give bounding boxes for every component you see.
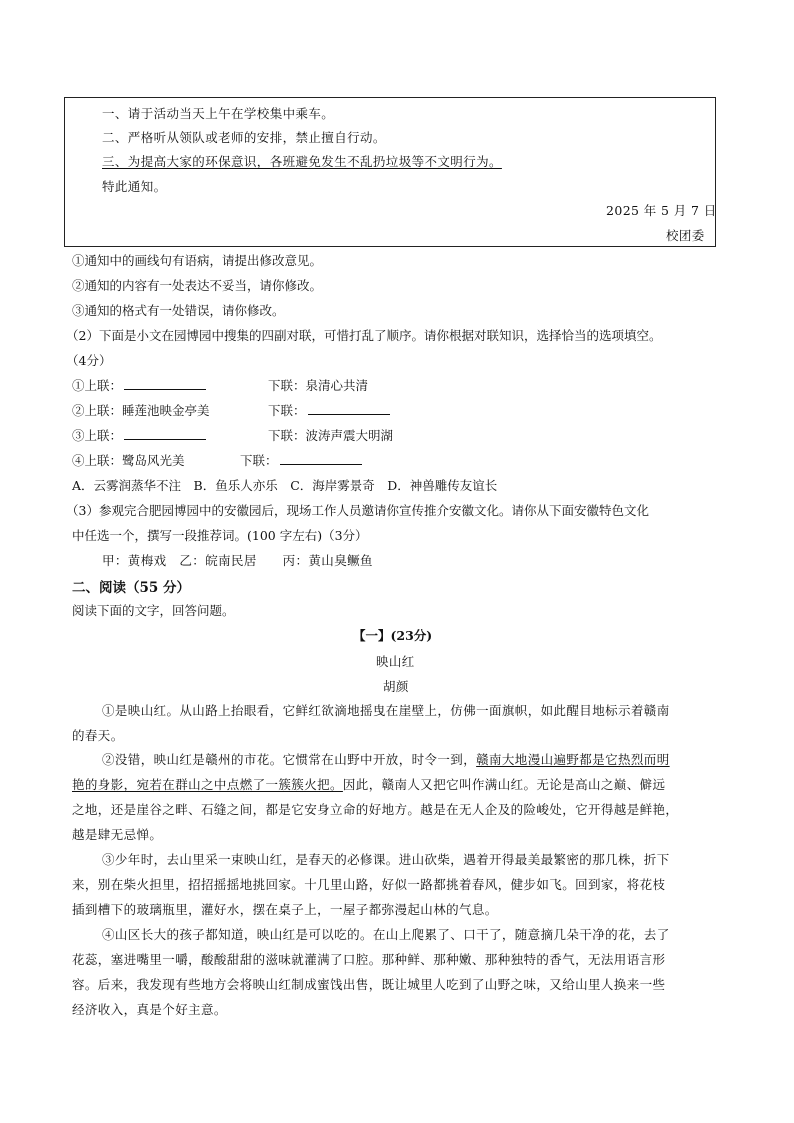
passage-label: 【一】(23分) (353, 628, 433, 643)
couplet-3-upper-blank[interactable] (124, 427, 206, 440)
q1-item-3: ③通知的格式有一处错误，请你修改。 (72, 303, 285, 318)
couplet-3-upper: ③上联： (72, 426, 206, 444)
paragraph-3-line-3: 插到槽下的玻璃瓶里，灌好水，摆在桌子上，一屋子都弥漫起山林的气息。 (72, 902, 498, 917)
couplet-1-upper: ①上联： (72, 376, 206, 394)
section-heading: 二、阅读（55 分） (72, 580, 190, 596)
paragraph-2-line-3: 之地，还是崖谷之畔、石缝之间，都是它安身立命的好地方。越是在无人企及的险峻处，它开得越是鲜艳， (72, 802, 679, 817)
paragraph-4-line-1: ④山区长大的孩子都知道，映山红是可以吃的。在山上爬累了、口干了，随意摘几朵干净的花，去了 (102, 927, 670, 942)
notice-line-1: 一、请于活动当天上午在学校集中乘车。 (102, 106, 335, 121)
q2-options: A．云雾润蒸华不注 B．鱼乐人亦乐 C．海岸雾景奇 D．神兽雕传友谊长 (72, 478, 498, 493)
couplet-2-upper: ②上联：睡莲池映金亭美 (72, 403, 210, 418)
q3-line-1: （3）参观完合肥园博园中的安徽园后，现场工作人员邀请你宣传推介安徽文化。请你从下面安徽特色文化 (66, 503, 649, 518)
q3-choices: 甲：黄梅戏 乙：皖南民居 丙：黄山臭鳜鱼 (102, 553, 373, 568)
paragraph-3-line-2: 来，别在柴火担里，招招摇摇地挑回家。十几里山路，好似一路都挑着春风，健步如飞。回到家，将花枝 (72, 877, 666, 892)
q1-item-1: ①通知中的画线句有语病，请提出修改意见。 (72, 253, 323, 268)
paragraph-2-line-1: ②没错，映山红是赣州的市花。它惯常在山野中开放，时令一到，赣南大地漫山遍野都是它热烈而明 (102, 752, 670, 767)
paragraph-1-line-2: 的春天。 (72, 728, 124, 743)
notice-date: 2025 年 5 月 7 日 (606, 203, 717, 218)
paragraph-3-line-1: ③少年时，去山里采一束映山红，是春天的必修课。进山砍柴，遇着开得最美最繁密的那几株，折下 (102, 852, 670, 867)
notice-closing: 特此通知。 (102, 179, 167, 194)
paragraph-2-line-2: 艳的身影，宛若在群山之中点燃了一簇簇火把。因此，赣南人又把它叫作满山红。无论是高山之巅、僻远 (72, 777, 666, 792)
notice-line-3-underlined: 三、为提高大家的环保意识，各班避免发生不乱扔垃圾等不文明行为。 (102, 154, 502, 169)
paragraph-2-line-4: 越是肆无忌惮。 (72, 827, 163, 842)
paragraph-1-line-1: ①是映山红。从山路上抬眼看，它鲜红欲滴地摇曳在崖壁上，仿佛一面旗帜，如此醒目地标示着赣南 (102, 703, 670, 718)
couplet-1-lower: 下联：泉清心共清 (268, 378, 369, 393)
couplet-2-lower-blank[interactable] (308, 402, 390, 415)
q3-line-2: 中任选一个，撰写一段推荐词。(100 字左右)（3分） (72, 528, 368, 543)
couplet-4-lower-blank[interactable] (280, 452, 362, 465)
notice-signer: 校团委 (666, 228, 705, 243)
couplet-2-lower: 下联： (268, 401, 390, 419)
q2-score: （4分） (66, 353, 112, 368)
passage-title: 映山红 (376, 654, 415, 669)
underlined-sentence-part-2: 艳的身影，宛若在群山之中点燃了一簇簇火把。 (72, 777, 343, 792)
q1-item-2: ②通知的内容有一处表达不妥当，请你修改。 (72, 278, 323, 293)
section-instruction: 阅读下面的文字，回答问题。 (72, 603, 235, 618)
notice-line-2: 二、严格听从领队或老师的安排，禁止擅自行动。 (102, 130, 386, 145)
underlined-sentence-part-1: 赣南大地漫山遍野都是它热烈而明 (476, 752, 670, 767)
couplet-4-upper: ④上联：鹭岛风光美 (72, 453, 185, 468)
paragraph-4-line-3: 容。后来，我发现有些地方会将映山红制成蜜饯出售，既让城里人吃到了山野之味，又给山里人换来一些 (72, 977, 666, 992)
paragraph-4-line-2: 花蕊，塞进嘴里一嚼，酸酸甜甜的滋味就灌满了口腔。那种鲜、那种嫩、那种独特的香气，无法用语言形 (72, 952, 666, 967)
couplet-4-lower: 下联： (240, 451, 362, 469)
couplet-3-lower: 下联：波涛声震大明湖 (268, 428, 394, 443)
couplet-1-upper-blank[interactable] (124, 377, 206, 390)
passage-author: 胡颜 (383, 679, 409, 694)
q2-stem: （2）下面是小文在园博园中搜集的四副对联，可惜打乱了顺序。请你根据对联知识，选择恰当的选项填空。 (66, 328, 662, 343)
paragraph-4-line-4: 经济收入，真是个好主意。 (72, 1002, 227, 1017)
